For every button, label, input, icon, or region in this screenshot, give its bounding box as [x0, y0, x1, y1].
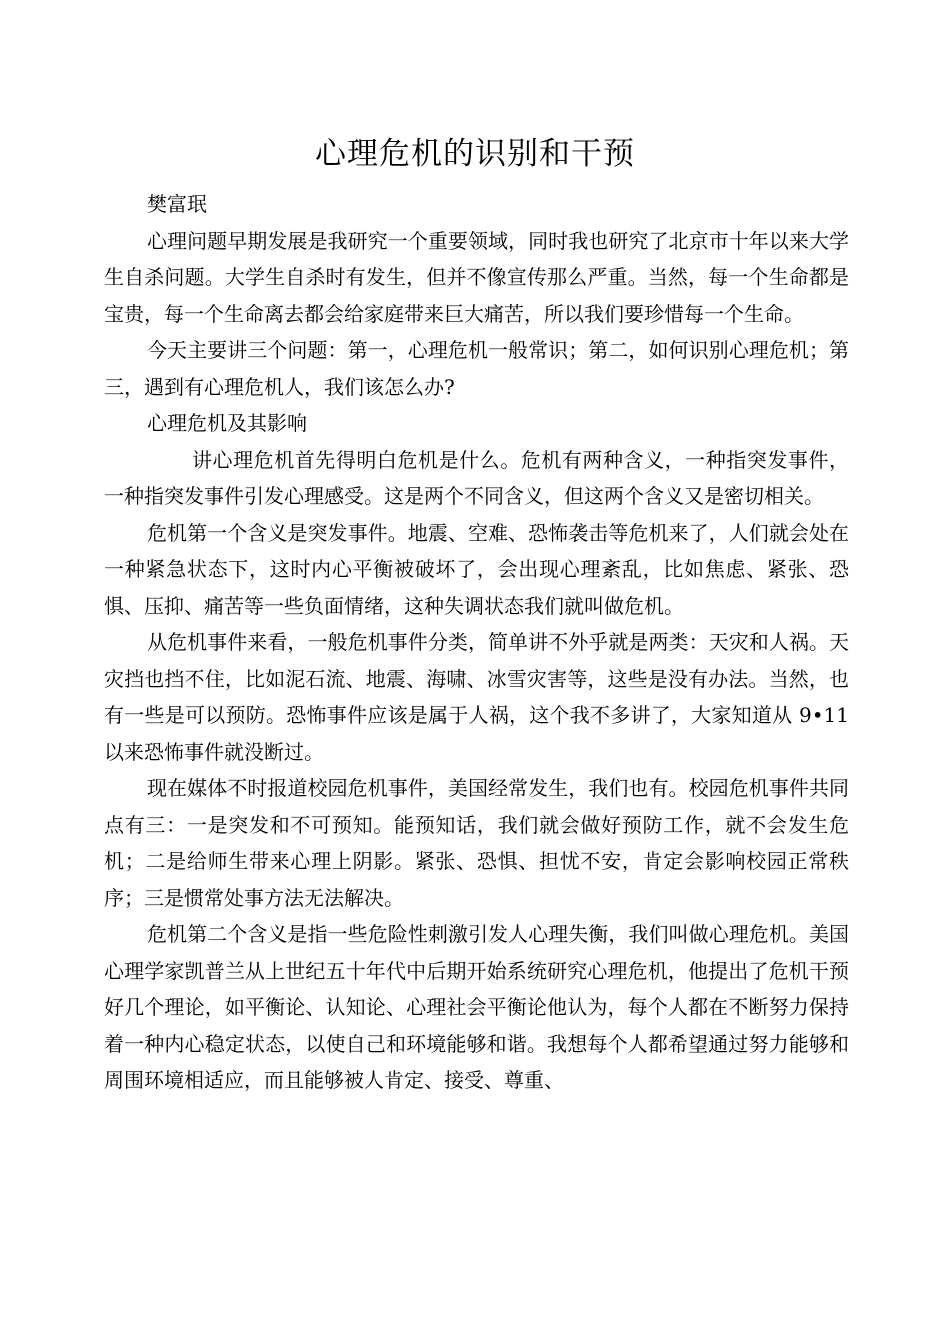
author-name: 樊富珉 [147, 192, 207, 216]
paragraph: 危机第二个含义是指一些危险性刺激引发人心理失衡，我们叫做心理危机。美国心理学家凯普兰从上世纪五十年代中后期开始系统研究心理危机，他提出了危机干预好几个理论，如平衡论、认知论、心理社会平衡论他认为，每个人都在不断努力保持着一种内心稳定状态，以使自己和环境能够和谐。我想每个人都希望通过努力能够和周围环境相适应，而且能够被人肯定、接受、尊重、 [104, 922, 849, 1092]
paragraph: 今天主要讲三个问题：第一，心理危机一般常识；第二，如何识别心理危机；第三，遇到有心理危机人，我们该怎么办? [104, 338, 849, 399]
document-title: 心理危机的识别和干预 [315, 136, 635, 172]
paragraph: 讲心理危机首先得明白危机是什么。危机有两种含义，一种指突发事件，一种指突发事件引发心理感受。这是两个不同含义，但这两个含义又是密切相关。 [104, 447, 849, 508]
paragraph: 从危机事件来看，一般危机事件分类，简单讲不外乎就是两类：天灾和人祸。天灾挡也挡不住，比如泥石流、地震、海啸、冰雪灾害等，这些是没有办法。当然，也有一些是可以预防。恐怖事件应该是属于人祸，这个我不多讲了，大家知道从 9•11 以来恐怖事件就没断过。 [104, 630, 849, 764]
paragraph: 心理问题早期发展是我研究一个重要领域，同时我也研究了北京市十年以来大学生自杀问题。大学生自杀时有发生，但并不像宣传那么严重。当然，每一个生命都是宝贵，每一个生命离去都会给家庭带来巨大痛苦，所以我们要珍惜每一个生命。 [104, 228, 849, 326]
document-body [104, 186, 849, 1099]
paragraph: 现在媒体不时报道校园危机事件，美国经常发生，我们也有。校园危机事件共同点有三：一是突发和不可预知。能预知话，我们就会做好预防工作，就不会发生危机；二是给师生带来心理上阴影。紧张、恐惧、担忧不安，肯定会影响校园正常秩序；三是惯常处事方法无法解决。 [104, 776, 849, 910]
paragraph: 危机第一个含义是突发事件。地震、空难、恐怖袭击等危机来了，人们就会处在一种紧急状态下，这时内心平衡被破坏了，会出现心理紊乱，比如焦虑、紧张、恐惧、压抑、痛苦等一些负面情绪，这种失调状态我们就叫做危机。 [104, 520, 849, 618]
section-heading: 心理危机及其影响 [147, 411, 307, 435]
